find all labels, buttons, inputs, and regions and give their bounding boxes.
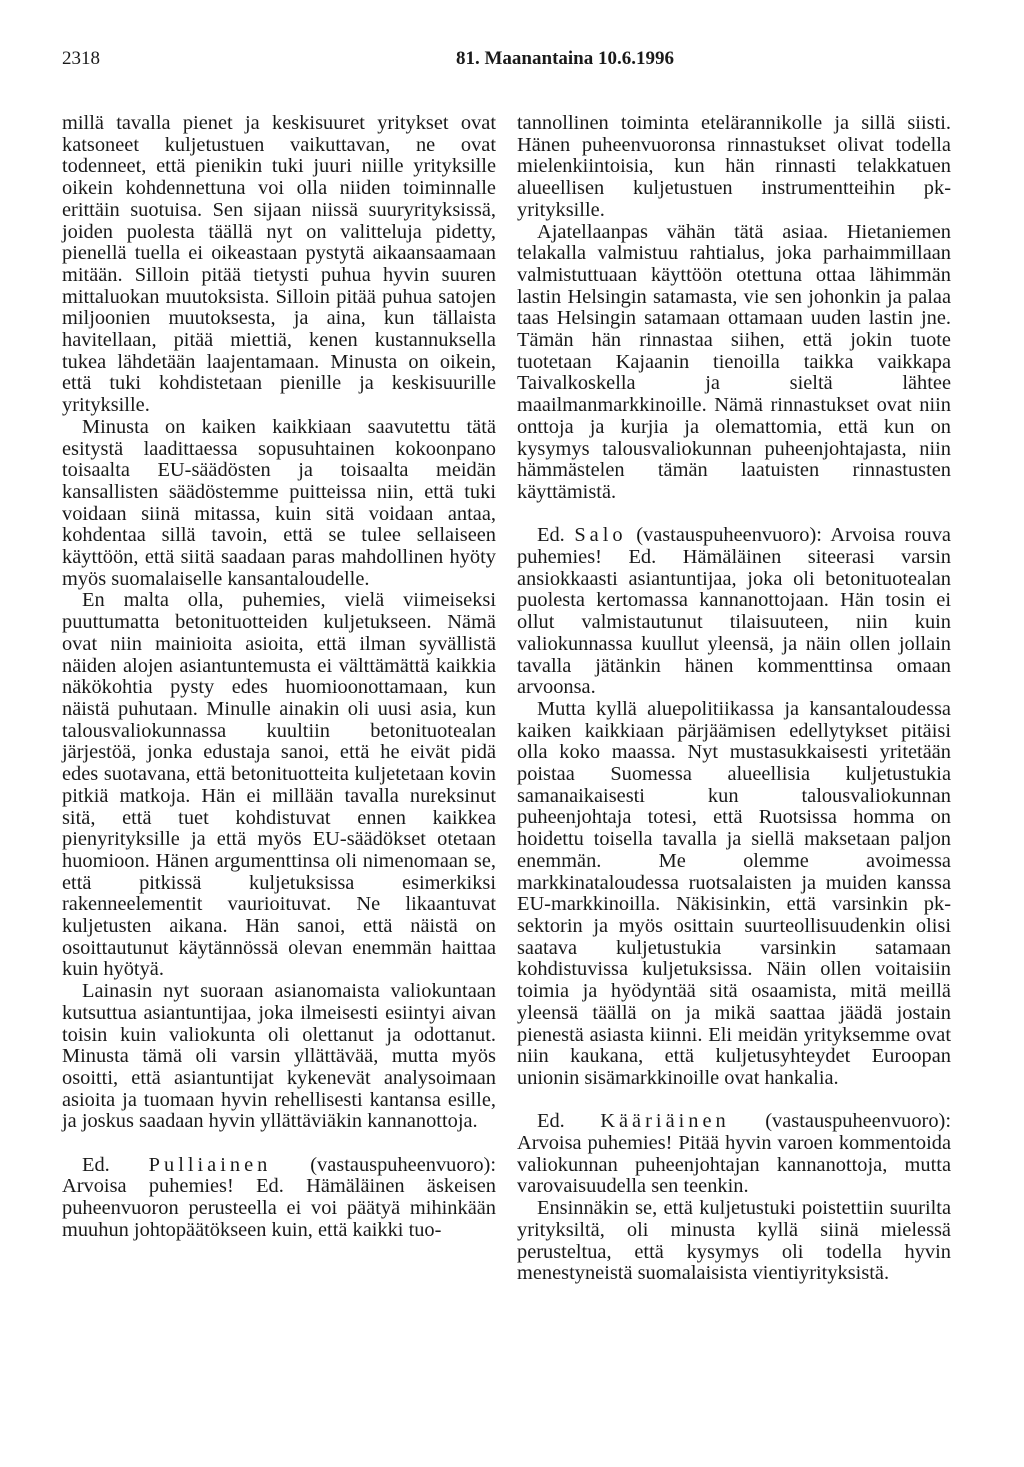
paragraph: Lainasin nyt suoraan asianomaista valiokuntaan kutsuttua asiantuntijaa, joka ilmeisesti esiintyi aivan toisin kuin valiokunta oli olettanut ja odottanut. Minusta tämä oli varsin yllättävää, mutta myös osoitti, että asiantuntijat kykenevät analysoimaan asioita ja tuomaan hyvin rehellisesti kantansa esille, ja joskus saadaan hyvin yllättäviäkin kannanottoja. — [62, 980, 496, 1133]
speaker-role: (vastauspuheenvuoro): — [310, 1153, 496, 1176]
speaker-prefix: Ed. — [537, 1110, 565, 1133]
paragraph: Ajatellaanpas vähän tätä asiaa. Hietaniemen telakalla valmistuu rahtialus, joka parhaimmillaan valmistuttuaan käyttöön otettuna ottaa lähimmän lastin Helsingin satamasta, vie sen johonkin ja palaa taas Helsingin satamaan ottamaan uuden lastin jne. Tämän hän rinnastaa siihen, että jokin tuote tuotetaan Kajaanin tienoilla taikka vaikkapa Taivalkoskella ja sieltä lähtee maailmanmarkkinoille. Nämä rinnastukset ovat niin onttoja ja kurjia ja olemattomia, että kun on kysymys talousvaliokunnan puheenjohtajasta, niin hämmästelen tämän laatuisten rinnastusten käyttämistä. — [517, 220, 951, 503]
speaker-prefix: Ed. — [537, 524, 565, 547]
speaker-name: Pulliainen — [148, 1153, 272, 1176]
right-column — [517, 113, 951, 1285]
page-header — [62, 48, 962, 76]
paragraph: Minusta on kaiken kaikkiaan saavutettu tätä esitystä laadittaessa sopusuhtainen kokoonpano toisaalta EU-säädösten ja toisaalta meidän kansallisten säädöstemme puitteissa niin, että tuki voidaan siinä mitassa, kuin sitä voidaan antaa, kohdentaa sillä tavoin, että se tulee sellaiseen käyttöön, että siitä saadaan paras mahdollinen hyöty myös suomalaiselle kansantaloudelle. — [62, 415, 496, 590]
paragraph: En malta olla, puhemies, vielä viimeiseksi puuttumatta betonituotteiden kuljetukseen. Nämä ovat niin mainioita asioita, että ilman syvällistä näiden alojen asiantuntemusta ei välttämättä kaikkia näkökohtia pysty edes huomioonottamaan, kun näistä puhutaan. Minulle ainakin oli uusi asia, kun talousvaliokunnassa kuultiin betonituotealan järjestöä, jonka edustaja sanoi, että he eivät pidä edes suotavana, että betonituotteita kuljetetaan kovin pitkiä matkoja. Hän ei millään tavalla nureksinut sitä, että tuet kohdistuvat ennen kaikkea pienyrityksille ja että myös EU-säädökset otetaan huomioon. Hänen argumenttinsa oli nimenomaan se, että pitkissä kuljetuksissa esimerkiksi rakenneelementit vaurioituvat. Ne likaantuvat kuljetusten aikana. Hän sanoi, että näistä on osoittautunut käytännössä olevan enemmän haittaa kuin hyötyä. — [62, 589, 496, 981]
paragraph: Ensinnäkin se, että kuljetustuki poistettiin suurilta yrityksiltä, oli minusta kyllä siinä mielessä perusteltua, että kysymys oli todella hyvin menestyneistä suomalaisista vientiyrityksistä. — [517, 1197, 951, 1285]
speaker-role: (vastauspuheenvuoro): Arvoisa — [636, 524, 895, 547]
paragraph: Mutta kyllä aluepolitiikassa ja kansantaloudessa kaiken kaikkiaan pärjäämisen edellytykset pitäisi olla koko maassa. Nyt mustasukkaisesti yritetään poistaa Suomessa alueellisia kuljetustukia samanaikaisesti kun talousvaliokunnan puheenjohtaja totesi, että Ruotsissa homma on hoidettu toisella tavalla ja siellä maksetaan paljon enemmän. Me olemme avoimessa markkinataloudessa ruotsalaisten ja muiden kanssa EU-markkinoilla. Näkisinkin, että varsinkin pk-sektorin ja myös osittain suurteollisuudenkin olisi saatava kuljetustukia varsinkin satamaan kohdistuvissa kuljetuksissa. Näin ollen voitaisiin toimia ja hyödyntää sitä osaamista, mitä meillä yleensä täällä on ja mikä saattaa jäädä jostain pienestä asiasta kiinni. Eli meidän yrityksemme ovat niin kaukana, että kuljetusyhteydet Euroopan unionin sisämarkkinoille ovat hankalia. — [517, 697, 951, 1089]
speech-text: Arvoisa puhemies! Pitää hyvin varoen kommentoida valiokunnan puheenjohtajan kannanottoja, mutta varovaisuudella sen teenkin. — [517, 1132, 951, 1198]
speech-pulliainen — [62, 1155, 496, 1242]
speaker-role: (vastauspuheenvuoro): — [765, 1110, 951, 1133]
paragraph: millä tavalla pienet ja keskisuuret yritykset ovat katsoneet kuljetustuen vaikuttavan, ne ovat todenneet, että pienikin tuki juuri niille yrityksille oikein kohdennettuna voi olla niiden toiminnalle erittäin suotuisa. Sen sijaan niissä suuryrityksissä, joiden puolesta täällä nyt on valitteluja pidetty, pienellä tuella ei oikeastaan pystytä aikaansaamaan mitään. Silloin pitää tietysti puhua hyvin suuren mittaluokan muutoksista. Silloin pitää puhua satojen miljoonien muutoksesta, ja aina, kun tällaista havitellaan, pitää miettiä, kenen kustannuksella tukea lähdetään laajentamaan. Minusta on oikein, että tuki kohdistetaan pienille ja keskisuurille yrityksille. — [62, 112, 496, 417]
speech-text: rouva puhemies! Ed. Hämäläinen siteerasi varsin ansiokkaasti asiantuntijaa, joka oli betonituotealan puolesta kertomassa kannanottojaan. Hän tosin ei ollut valmistautunut tilaisuuteen, niin kuin valiokunnassa kuullut yleensä, ja näin ollen jollain tavalla jätänkin hänen kommenttinsa omaan arvoonsa. — [517, 524, 951, 699]
speech-text: Arvoisa puhemies! Ed. Hämäläinen äskeisen puheenvuoron perusteella ei voi päätyä mihinkään muuhun johtopäätökseen kuin, että kaikki tuo- — [62, 1175, 496, 1241]
speaker-name: Kääriäinen — [600, 1110, 730, 1133]
speaker-prefix: Ed. — [82, 1153, 110, 1176]
page-number: 2318 — [62, 48, 100, 69]
running-head: 81. Maanantaina 10.6.1996 — [456, 48, 674, 69]
speaker-name: Salo — [574, 524, 627, 547]
paragraph: tannollinen toiminta etelärannikolle ja sillä siisti. Hänen puheenvuoronsa rinnastukset olivat todella mielenkiintoisia, kun hän rinnasti telakkatuen alueellisen kuljetustuen instrumentteihin pk-yrityksille. — [517, 112, 951, 221]
left-column — [62, 113, 496, 1242]
speech-salo — [517, 525, 951, 699]
speech-kaariainen — [517, 1111, 951, 1198]
